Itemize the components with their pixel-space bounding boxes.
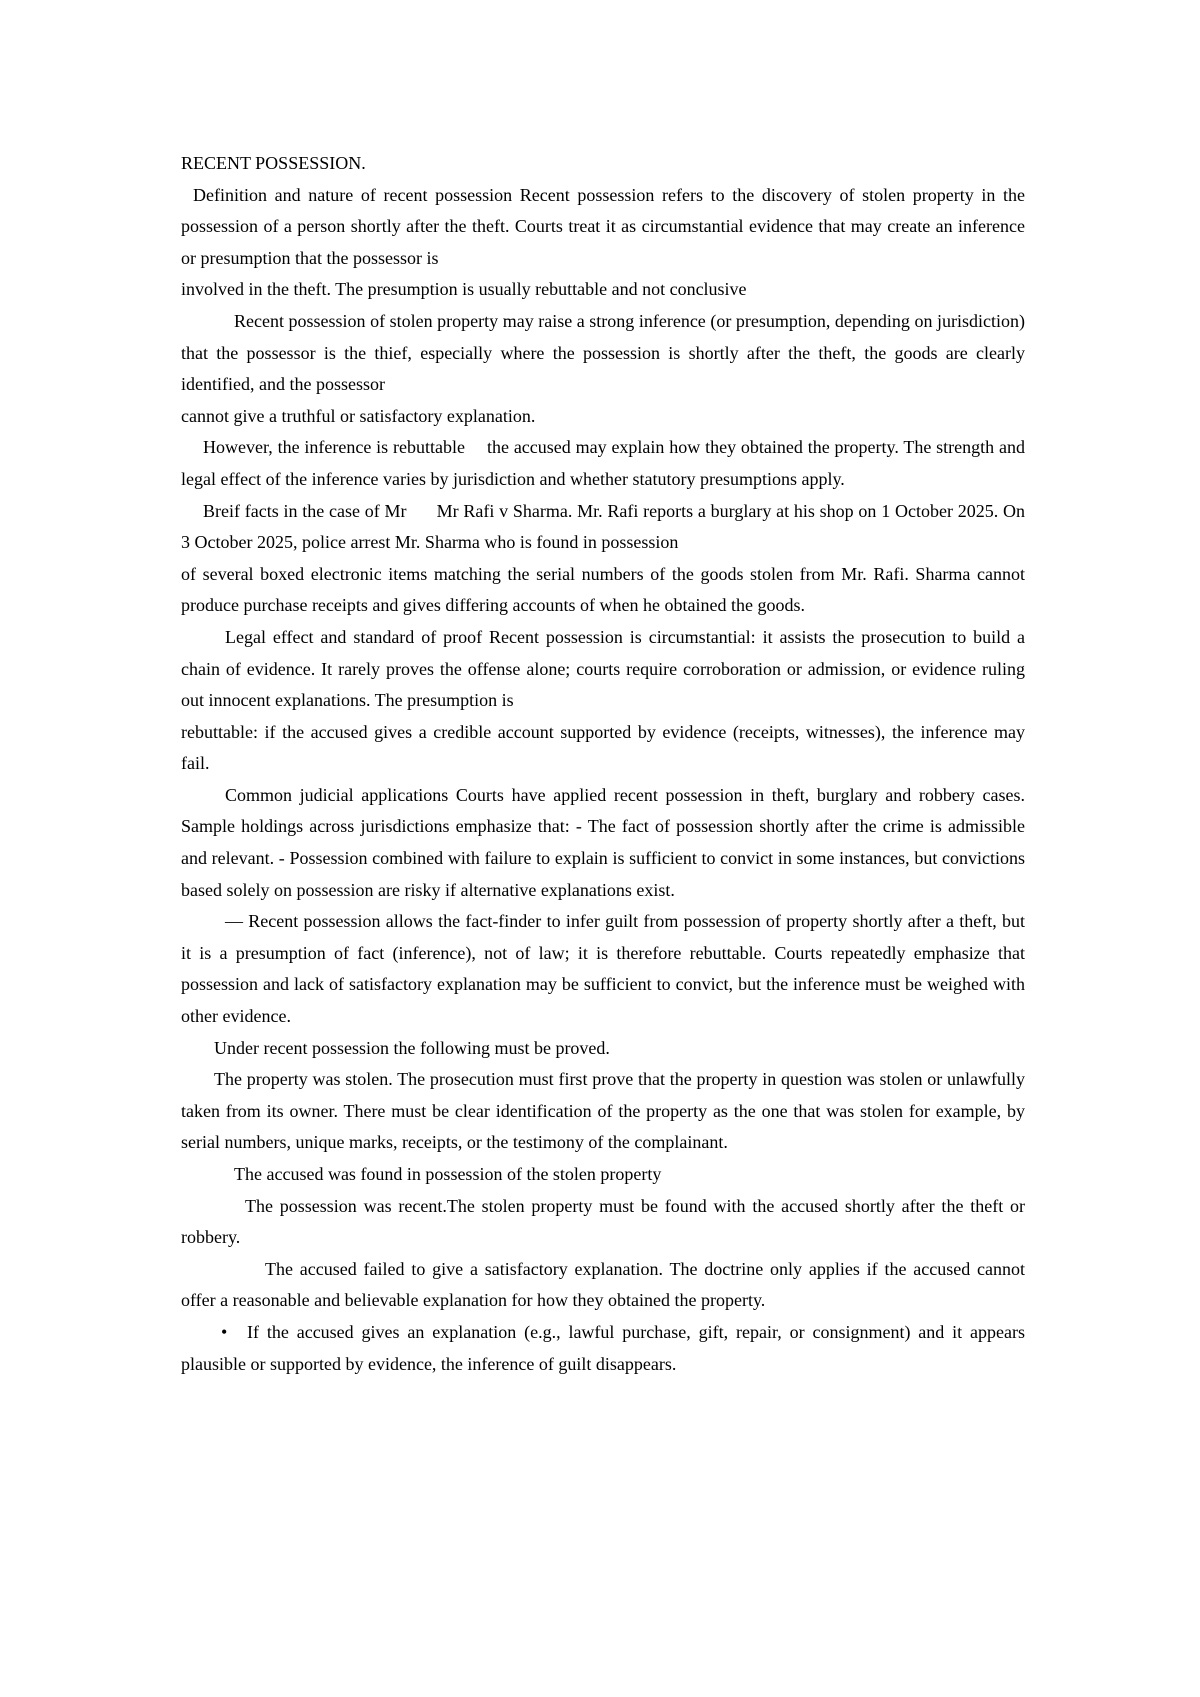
paragraph: of several boxed electronic items matching the serial numbers of the goods stolen from Mr. Rafi. Sharma cannot produce purchase receipts and gives differing accounts of when he obtained the goods. [181, 563, 1025, 616]
paragraph: rebuttable: if the accused gives a credible account supported by evidence (receipts, witnesses), the inference may fail. [181, 721, 1025, 774]
paragraph: The accused failed to give a satisfactory explanation. The doctrine only applies if the accused cannot offer a reasonable and believable explanation for how they obtained the property. [181, 1258, 1025, 1311]
paragraph: The possession was recent.The stolen property must be found with the accused shortly after the theft or robbery. [181, 1195, 1025, 1248]
paragraph: Common judicial applications Courts have applied recent possession in theft, burglary and robbery cases. Sample holdings across jurisdictions emphasize that: - The fact of possession shortly after the crime is admissible and relevant. - Possession combined with failure to explain is sufficient to convict in some instances, but convictions based solely on possession are risky if alternative explanations exist. [181, 784, 1025, 900]
paragraph: The property was stolen. The prosecution must first prove that the property in question was stolen or unlawfully taken from its owner. There must be clear identification of the property as the one that was stolen for example, by serial numbers, unique marks, receipts, or the testimony of the complainant. [181, 1069, 1025, 1153]
paragraph [181, 432, 1025, 495]
paragraph: cannot give a truthful or satisfactory explanation. [181, 405, 536, 426]
paragraph: involved in the theft. The presumption is usually rebuttable and not conclusive [181, 279, 747, 300]
document-title: RECENT POSSESSION. [181, 153, 366, 173]
paragraph: Recent possession of stolen property may raise a strong inference (or presumption, depending on jurisdiction) that the possessor is the thief, especially where the possession is shortly after the theft, the goods are clearly identified, and the possessor [181, 310, 1025, 395]
paragraph-part: the accused may explain how they obtained the property. The strength and legal effect of the inference varies by jurisdiction and whether statutory presumptions apply. [181, 437, 1025, 489]
bullet-icon: • [221, 1321, 228, 1342]
paragraph-part: If the accused gives an explanation (e.g., lawful purchase, gift, repair, or consignment) and it appears plausible or supported by evidence, the inference of guilt disappears. [181, 1321, 1025, 1374]
paragraph-part: However, the inference is rebuttable [203, 437, 465, 458]
bullet-paragraph [181, 1317, 1025, 1380]
paragraph: Definition and nature of recent possession Recent possession refers to the discovery of stolen property in the possession of a person shortly after the theft. Courts treat it as circumstantial evidence that may create an inference or presumption that the possessor is [181, 184, 1025, 268]
paragraph-part: Mr Rafi v Sharma. Mr. Rafi reports a burglary at his shop on 1 October 2025. On 3 October 2025, police arrest Mr. Sharma who is found in possession [181, 500, 1025, 553]
paragraph [181, 496, 1025, 559]
document-body [181, 148, 1025, 1380]
paragraph-part: Breif facts in the case of Mr [203, 500, 407, 521]
paragraph: — Recent possession allows the fact-finder to infer guilt from possession of property shortly after a theft, but it is a presumption of fact (inference), not of law; it is therefore rebuttable. Courts repeatedly emphasize that possession and lack of satisfactory explanation may be sufficient to convict, but the inference must be weighed with other evidence. [181, 911, 1025, 1027]
paragraph: Under recent possession the following must be proved. [214, 1037, 610, 1058]
paragraph: The accused was found in possession of the stolen property [234, 1164, 662, 1184]
paragraph: Legal effect and standard of proof Recent possession is circumstantial: it assists the prosecution to build a chain of evidence. It rarely proves the offense alone; courts require corroboration or admission, or evidence ruling out innocent explanations. The presumption is [181, 626, 1025, 711]
